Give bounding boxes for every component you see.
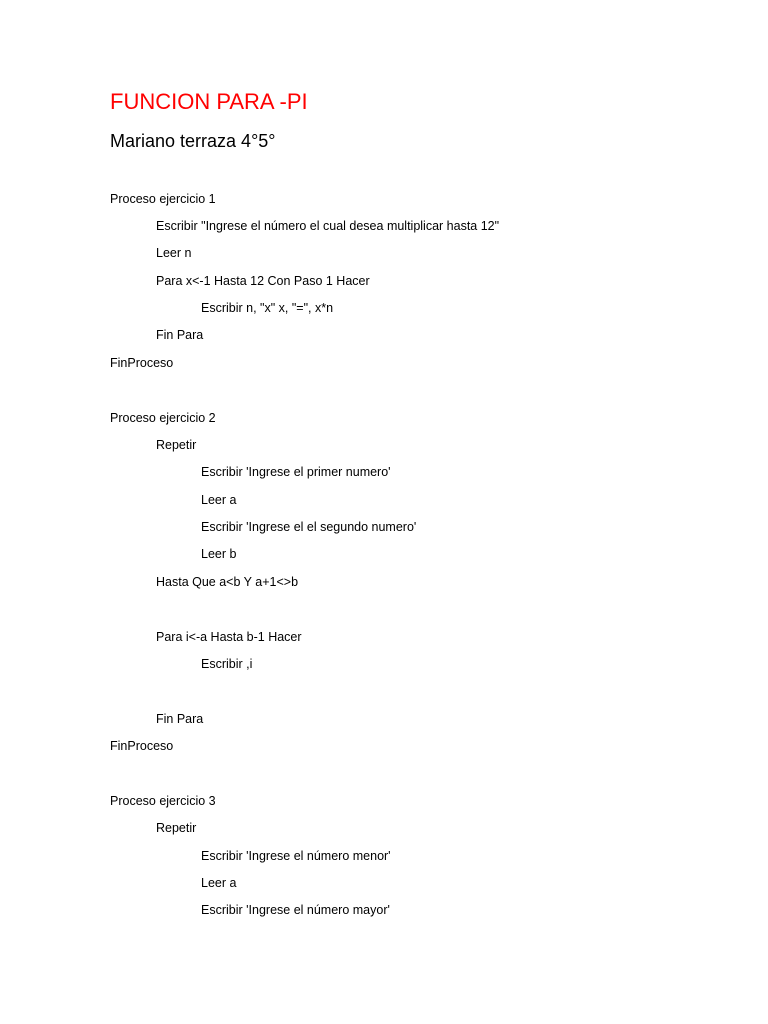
code-line: Escribir "Ingrese el número el cual desea multiplicar hasta 12"	[156, 219, 500, 233]
code-line: Leer a	[201, 876, 237, 890]
code-line: Escribir n, "x" x, "=", x*n	[201, 301, 334, 315]
code-line: Escribir 'Ingrese el número mayor'	[201, 903, 390, 917]
code-line: Proceso ejercicio 1	[110, 192, 216, 206]
code-line: Leer b	[201, 547, 237, 561]
code-line: Leer n	[156, 246, 192, 260]
code-line: Hasta Que a<b Y a+1<>b	[156, 575, 299, 589]
document-title: FUNCION PARA -PI	[110, 89, 308, 114]
code-line: Proceso ejercicio 3	[110, 794, 216, 808]
code-line: Leer a	[201, 493, 237, 507]
code-line: Escribir 'Ingrese el número menor'	[201, 849, 391, 863]
code-line: Para x<-1 Hasta 12 Con Paso 1 Hacer	[156, 274, 370, 288]
code-line: Repetir	[156, 821, 197, 835]
code-line: Escribir ,i	[201, 657, 253, 671]
code-line: Fin Para	[156, 328, 204, 342]
code-line: Escribir 'Ingrese el primer numero'	[201, 465, 391, 479]
code-line: Para i<-a Hasta b-1 Hacer	[156, 630, 302, 644]
document-author: Mariano terraza 4°5°	[110, 131, 276, 151]
code-line: Proceso ejercicio 2	[110, 411, 216, 425]
code-line: FinProceso	[110, 739, 174, 753]
code-line: Fin Para	[156, 712, 204, 726]
code-line: Repetir	[156, 438, 197, 452]
code-line: Escribir 'Ingrese el el segundo numero'	[201, 520, 417, 534]
code-line: FinProceso	[110, 356, 174, 370]
